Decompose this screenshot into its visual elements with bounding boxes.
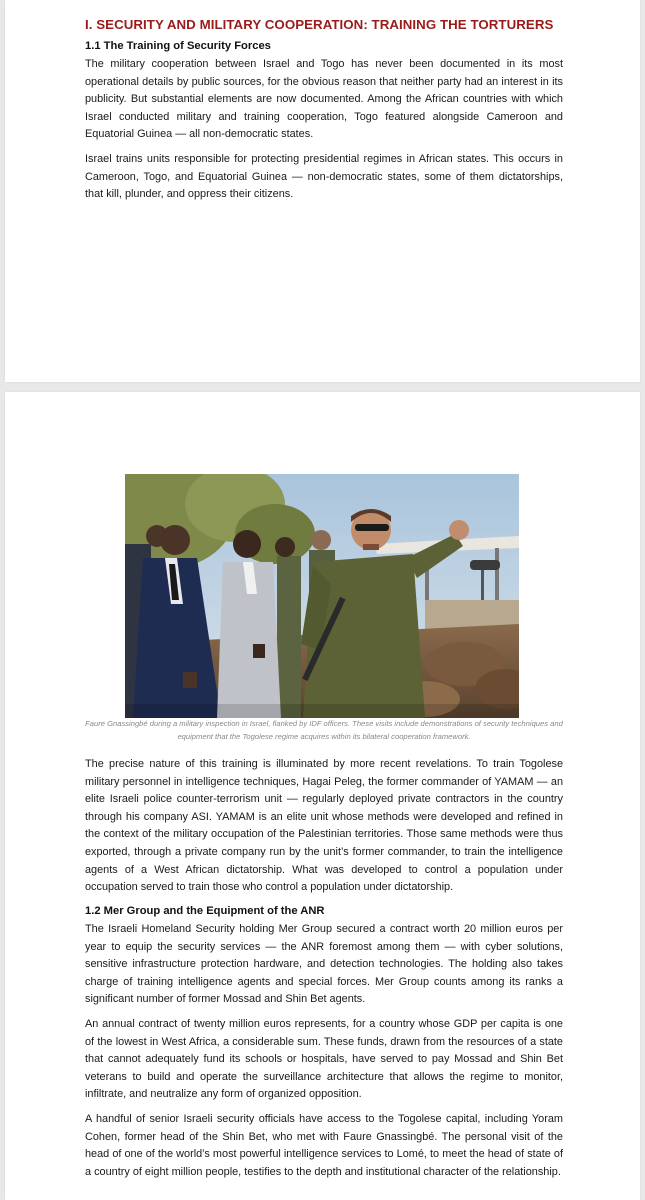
document-page-1 xyxy=(5,0,640,382)
paragraph: A handful of senior Israeli security officials have access to the Togolese capital, including Yoram Cohen, former head of the Shin Bet, who met with Faure Gnassingbé. The personal visit of the head of one of the world’s most powerful intelligence services to Lomé, to meet the head of state of a country of eight million people, testifies to the depth and institutional character of the relationship. xyxy=(85,1113,563,1178)
document-page-2 xyxy=(5,392,640,1200)
paragraph: The military cooperation between Israel and Togo has never been documented in its most operational details by public sources, for the obvious reason that neither party had an interest in its publicity. But substantial elements are now documented. Among the African countries with which Israel conducted military and training cooperation, Togo featured alongside Cameroon and Equatorial Guinea — all non-democratic states. xyxy=(85,58,563,141)
military-inspection-photo xyxy=(125,474,519,718)
section-title: I. SECURITY AND MILITARY COOPERATION: TRAINING THE TORTURERS xyxy=(85,17,554,32)
paragraph: Israel trains units responsible for protecting presidential regimes in African states. This occurs in Cameroon, Togo, and Equatorial Guinea — non-democratic states, some of them dictatorships, that kill, plunder, and oppress their citizens. xyxy=(85,153,563,201)
paragraph: An annual contract of twenty million euros represents, for a country whose GDP per capita is one of the lowest in West Africa, a considerable sum. These funds, drawn from the resources of a state that cannot adequately fund its schools or hospitals, have served to pay Mossad and Shin Bet veterans to build and operate the surveillance architecture that allows the regime to monitor, infiltrate, and neutralize any form of organized opposition. xyxy=(85,1018,563,1101)
paragraph: The Israeli Homeland Security holding Mer Group secured a contract worth 20 million euros per year to equip the security services — the ANR foremost among them — with cyber solutions, sensitive infrastructure protection hardware, and detection technologies. The holding also takes charge of training intelligence agents and special forces. Mer Group counts among its ranks a significant number of former Mossad and Shin Bet agents. xyxy=(85,923,563,1006)
photo-caption: Faure Gnassingbé during a military inspection in Israel, flanked by IDF officers. These visits include demonstrations of security techniques and equipment that the Togolese regime acquires within its bilateral cooperation framework. xyxy=(85,719,563,741)
subsection-title-1-2: 1.2 Mer Group and the Equipment of the ANR xyxy=(85,905,325,917)
paragraph: The precise nature of this training is illuminated by more recent revelations. To train Togolese military personnel in intelligence techniques, Hagai Peleg, the former commander of YAMAM — an elite Israeli police counter-terrorism unit — regularly deployed private contractors in the country through his company ASI. YAMAM is an elite unit whose methods were developed and refined in the context of the military occupation of the Palestinian territories. Those same methods were thus exported, through a private company run by the unit’s former commander, to train the intelligence agents of a West African dictatorship. What was developed to control a population under occupation served to train those who control a population under dictatorship. xyxy=(85,758,563,894)
subsection-title-1-1: 1.1 The Training of Security Forces xyxy=(85,40,271,52)
